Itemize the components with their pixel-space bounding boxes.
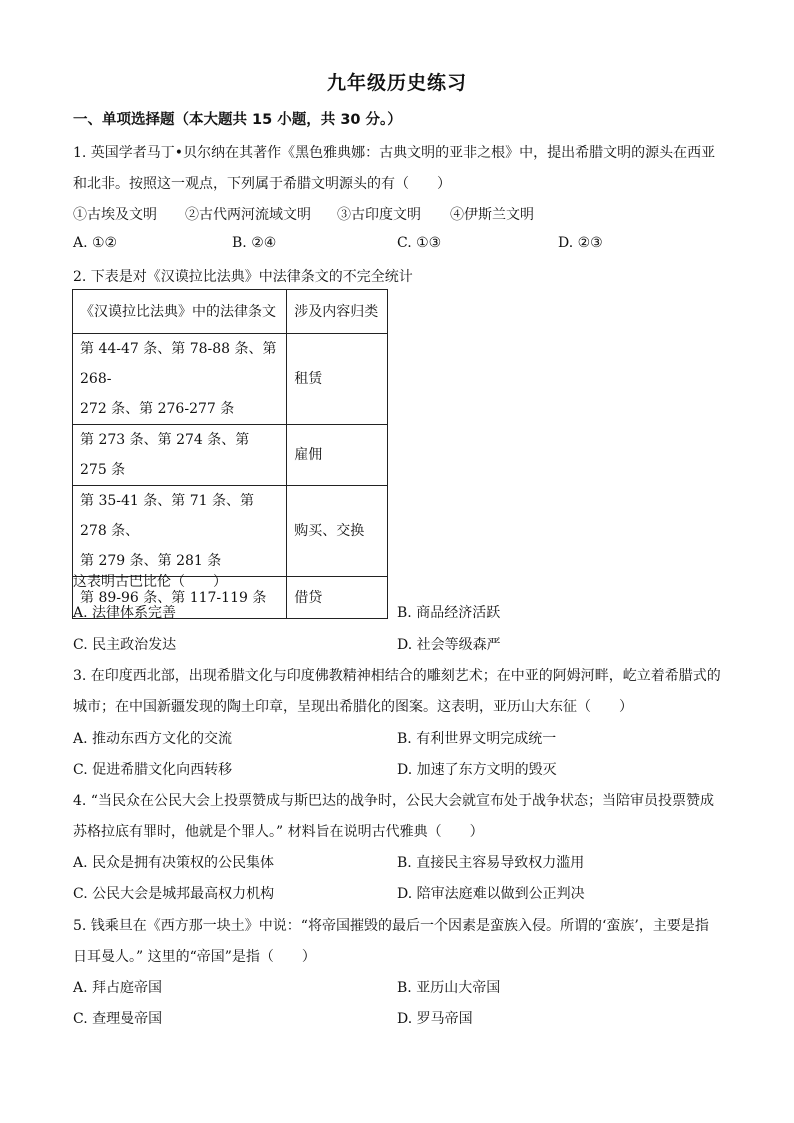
q4-stem-line-1: 4. “当民众在公民大会上投票赞成与斯巴达的战争时，公民大会就宣布处于战争状态；当陪审员投票赞成: [73, 793, 714, 809]
q3-option-c[interactable]: C. 促进希腊文化向西转移: [73, 762, 233, 778]
table-header-row: [73, 290, 388, 334]
q3-stem-line-2: 城市；在中国新疆发现的陶土印章，呈现出希腊化的图案。这表明，亚历山大东征（ ）: [73, 699, 633, 715]
q1-option-b[interactable]: B. ②④: [232, 235, 277, 251]
q3-stem-line-1: 3. 在印度西北部，出现希腊文化与印度佛教精神相结合的雕刻艺术；在中亚的阿姆河畔，屹立着希腊式的: [73, 668, 721, 684]
table-cell-category: 租赁: [287, 334, 388, 425]
table-cell-articles: 第 273 条、第 274 条、第 275 条: [73, 425, 287, 486]
q5-option-c[interactable]: C. 查理曼帝国: [73, 1011, 163, 1027]
q4-option-a[interactable]: A. 民众是拥有决策权的公民集体: [73, 855, 275, 871]
q2-option-d[interactable]: D. 社会等级森严: [397, 637, 501, 653]
table-cell-category: 购买、交换: [287, 486, 388, 577]
q1-stem-line-1: 1. 英国学者马丁•贝尔纳在其著作《黑色雅典娜：古典文明的亚非之根》中，提出希腊文明的源头在西亚: [73, 145, 716, 161]
q2-option-c[interactable]: C. 民主政治发达: [73, 637, 177, 653]
table-header-category: 涉及内容归类: [287, 290, 388, 334]
table-cell-articles: 第 35-41 条、第 71 条、第 278 条、 第 279 条、第 281 条: [73, 486, 287, 577]
q5-stem-line-2: 日耳曼人。” 这里的“帝国”是指（ ）: [73, 949, 316, 965]
q5-option-a[interactable]: A. 拜占庭帝国: [73, 980, 163, 996]
table-cell-category: 雇佣: [287, 425, 388, 486]
q3-option-b[interactable]: B. 有利世界文明完成统一: [397, 731, 557, 747]
q2-option-b[interactable]: B. 商品经济活跃: [397, 605, 501, 621]
q1-option-a[interactable]: A. ①②: [73, 235, 118, 251]
table-header-articles: 《汉谟拉比法典》中的法律条文: [73, 290, 287, 334]
q1-item-2: ②古代两河流域文明: [185, 207, 311, 223]
q1-item-1: ①古埃及文明: [73, 207, 157, 223]
q5-option-b[interactable]: B. 亚历山大帝国: [397, 980, 501, 996]
q4-option-c[interactable]: C. 公民大会是城邦最高权力机构: [73, 886, 275, 902]
q2-followup: 这表明古巴比伦（ ）: [73, 574, 227, 590]
q1-option-d[interactable]: D. ②③: [558, 235, 603, 251]
q4-stem-line-2: 苏格拉底有罪时，他就是个罪人。” 材料旨在说明古代雅典（ ）: [73, 824, 484, 840]
q1-item-4: ④伊斯兰文明: [450, 207, 534, 223]
q5-stem-line-1: 5. 钱乘旦在《西方那一块土》中说：“将帝国摧毁的最后一个因素是蛮族入侵。所谓的‘蛮族’，主要是指: [73, 918, 709, 934]
table-row: [73, 334, 388, 425]
table-cell-category: 借贷: [287, 577, 388, 619]
table-row: [73, 486, 388, 577]
q3-option-d[interactable]: D. 加速了东方文明的毁灭: [397, 762, 557, 778]
table-cell-articles: 第 44-47 条、第 78-88 条、第 268- 272 条、第 276-277 条: [73, 334, 287, 425]
q1-stem-line-2: 和北非。按照这一观点，下列属于希腊文明源头的有（ ）: [73, 176, 451, 192]
table-row: [73, 425, 388, 486]
q4-option-d[interactable]: D. 陪审法庭难以做到公正判决: [397, 886, 585, 902]
q5-option-d[interactable]: D. 罗马帝国: [397, 1011, 473, 1027]
section-heading: 一、单项选择题（本大题共 15 小题，共 30 分。）: [73, 112, 402, 128]
q2-option-a[interactable]: A. 法律体系完善: [73, 605, 177, 621]
q2-stem: 2. 下表是对《汉谟拉比法典》中法律条文的不完全统计: [73, 269, 413, 285]
q3-option-a[interactable]: A. 推动东西方文化的交流: [73, 731, 233, 747]
q4-option-b[interactable]: B. 直接民主容易导致权力滥用: [397, 855, 585, 871]
page-title: 九年级历史练习: [326, 72, 467, 94]
table-cell-articles: 第 89-96 条、第 117-119 条: [73, 577, 287, 619]
q1-item-3: ③古印度文明: [337, 207, 421, 223]
q1-option-c[interactable]: C. ①③: [397, 235, 442, 251]
law-articles-table: [72, 289, 388, 619]
